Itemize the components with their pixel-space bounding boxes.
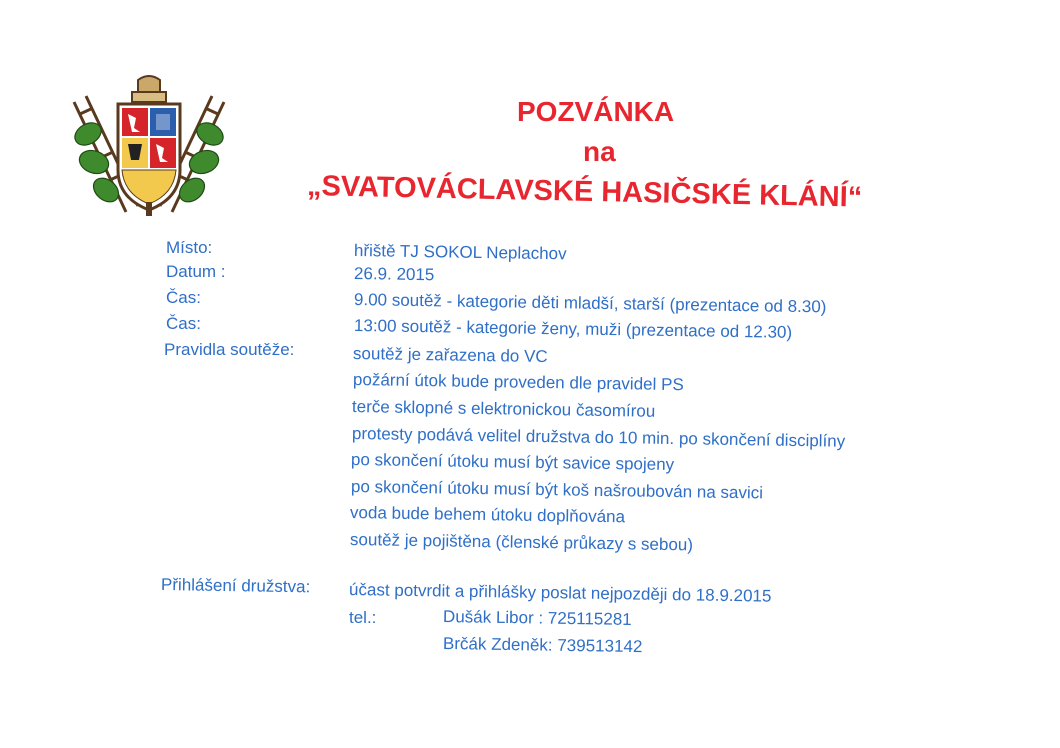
label-datum: Datum : (166, 262, 226, 281)
contact-brcak: Brčák Zdeněk: 739513142 (442, 634, 643, 657)
title-pozvanka: POZVÁNKA (517, 96, 675, 127)
value-misto: hřiště TJ SOKOL Neplachov (353, 241, 567, 264)
contact-dusak: Dušák Libor : 725115281 (442, 607, 632, 629)
rule-item: voda bude behem útoku doplňována (349, 503, 626, 527)
rule-item: protesty podává velitel družstva do 10 min. po skončení disciplíny (351, 424, 846, 451)
label-misto: Místo: (166, 238, 213, 257)
rule-item: po skončení útoku musí být koš našroubován na savici (350, 477, 764, 503)
rule-item: požární útok bude proveden dle pravidel PS (352, 370, 684, 395)
rule-item: po skončení útoku musí být savice spojeny (350, 450, 675, 475)
registration-text: účast potvrdit a přihlášky poslat nejpozději do 18.9.2015 (348, 580, 772, 606)
firefighter-emblem-icon (66, 72, 232, 220)
rule-item: soutěž je pojištěna (členské průkazy s sebou) (349, 530, 694, 555)
label-cas-2: Čas: (166, 314, 201, 333)
label-cas-1: Čas: (166, 288, 201, 307)
label-pravidla: Pravidla soutěže: (164, 340, 295, 359)
label-prihlaseni: Přihlášení družstva: (160, 575, 311, 597)
title-event-name: „SVATOVÁCLAVSKÉ HASIČSKÉ KLÁNÍ“ (306, 170, 863, 214)
label-tel: tel.: (349, 608, 377, 627)
rule-item: soutěž je zařazena do VC (352, 344, 548, 367)
title-na: na (583, 136, 616, 167)
value-cas-1: 9.00 soutěž - kategorie děti mladší, starší (prezentace od 8.30) (353, 290, 827, 317)
value-cas-2: 13:00 soutěž - kategorie ženy, muži (prezentace od 12.30) (353, 316, 793, 342)
rule-item: terče sklopné s elektronickou časomírou (351, 397, 656, 421)
value-datum: 26.9. 2015 (353, 264, 435, 285)
